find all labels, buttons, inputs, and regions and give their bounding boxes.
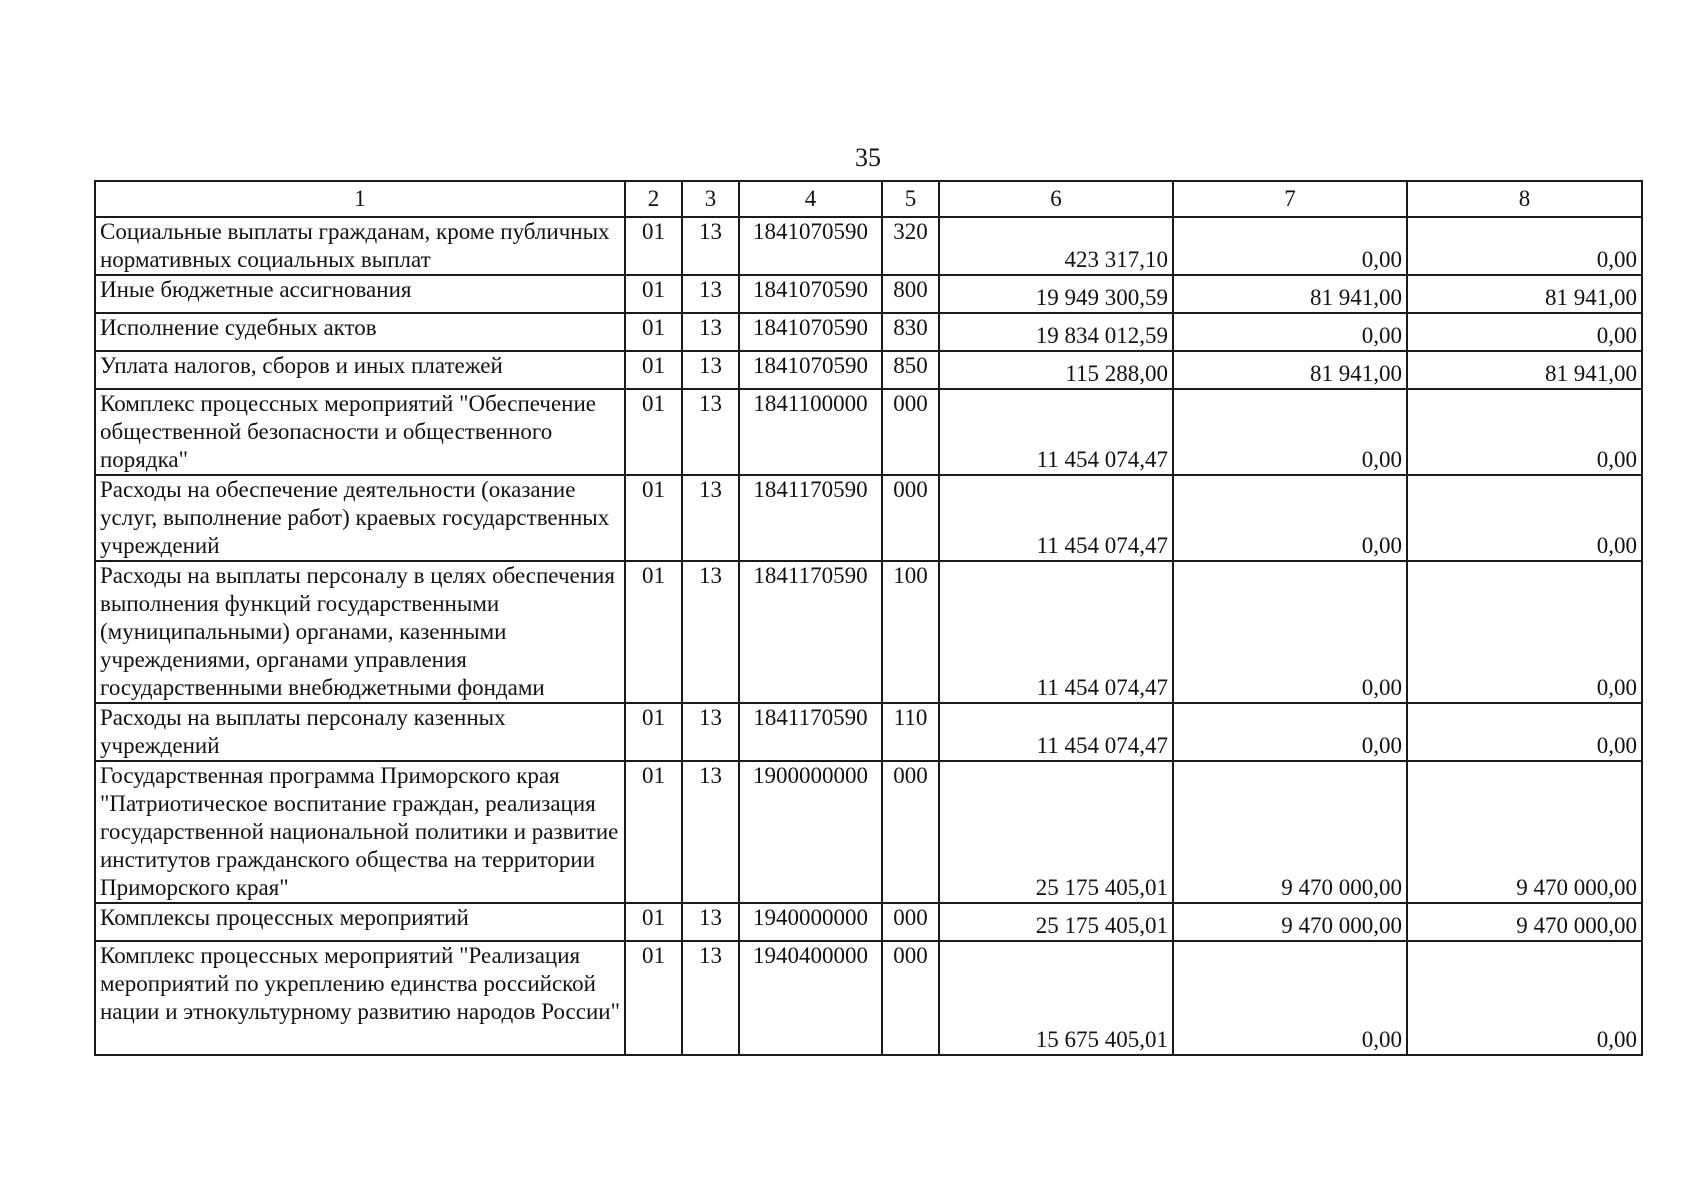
amount-col6: 11 454 074,47 [939,475,1173,561]
amount-col6: 19 834 012,59 [939,313,1173,351]
amount-col8: 0,00 [1407,475,1642,561]
amount-col8: 81 941,00 [1407,351,1642,389]
section-code: 01 [625,313,682,351]
table-row [95,941,1642,1055]
amount-col6: 25 175 405,01 [939,761,1173,903]
expense-type-code: 000 [882,389,939,475]
amount-col8: 9 470 000,00 [1407,903,1642,941]
column-header: 4 [739,181,882,217]
amount-col6: 115 288,00 [939,351,1173,389]
table-row [95,389,1642,475]
column-header: 6 [939,181,1173,217]
table-row [95,275,1642,313]
expense-type-code: 850 [882,351,939,389]
target-article-code: 1841070590 [739,217,882,275]
amount-col8: 81 941,00 [1407,275,1642,313]
amount-col8: 0,00 [1407,941,1642,1055]
table-row [95,217,1642,275]
expense-type-code: 100 [882,561,939,703]
amount-col7: 81 941,00 [1173,275,1407,313]
target-article-code: 1841170590 [739,475,882,561]
amount-col6: 423 317,10 [939,217,1173,275]
subsection-code: 13 [682,561,739,703]
table-row [95,703,1642,761]
column-header: 2 [625,181,682,217]
amount-col7: 0,00 [1173,389,1407,475]
expense-name: Государственная программа Приморского края "Патриотическое воспитание граждан, реализация государственной национальной политики и развитие институтов гражданского общества на территории Приморского края" [95,761,625,903]
section-code: 01 [625,703,682,761]
target-article-code: 1841070590 [739,275,882,313]
expense-name: Расходы на выплаты персоналу казенных учреждений [95,703,625,761]
table-row [95,561,1642,703]
expense-type-code: 800 [882,275,939,313]
amount-col8: 0,00 [1407,313,1642,351]
expense-name: Уплата налогов, сборов и иных платежей [95,351,625,389]
expense-name: Исполнение судебных актов [95,313,625,351]
expense-type-code: 830 [882,313,939,351]
amount-col7: 0,00 [1173,703,1407,761]
section-code: 01 [625,275,682,313]
target-article-code: 1940400000 [739,941,882,1055]
subsection-code: 13 [682,351,739,389]
table-row [95,351,1642,389]
amount-col7: 0,00 [1173,941,1407,1055]
subsection-code: 13 [682,275,739,313]
table-row [95,761,1642,903]
section-code: 01 [625,761,682,903]
target-article-code: 1841100000 [739,389,882,475]
subsection-code: 13 [682,389,739,475]
column-header: 5 [882,181,939,217]
header-row [95,181,1642,217]
expense-type-code: 000 [882,903,939,941]
amount-col8: 9 470 000,00 [1407,761,1642,903]
expense-name: Комплекс процессных мероприятий "Обеспечение общественной безопасности и общественного порядка" [95,389,625,475]
subsection-code: 13 [682,217,739,275]
expense-type-code: 110 [882,703,939,761]
target-article-code: 1841070590 [739,313,882,351]
expense-name: Расходы на обеспечение деятельности (оказание услуг, выполнение работ) краевых государственных учреждений [95,475,625,561]
expense-name: Комплексы процессных мероприятий [95,903,625,941]
subsection-code: 13 [682,941,739,1055]
section-code: 01 [625,475,682,561]
expense-name: Социальные выплаты гражданам, кроме публичных нормативных социальных выплат [95,217,625,275]
amount-col6: 25 175 405,01 [939,903,1173,941]
target-article-code: 1841170590 [739,561,882,703]
amount-col6: 11 454 074,47 [939,561,1173,703]
section-code: 01 [625,217,682,275]
target-article-code: 1841070590 [739,351,882,389]
amount-col7: 9 470 000,00 [1173,903,1407,941]
subsection-code: 13 [682,703,739,761]
subsection-code: 13 [682,313,739,351]
table-row [95,313,1642,351]
target-article-code: 1841170590 [739,703,882,761]
target-article-code: 1940000000 [739,903,882,941]
page-number: 35 [855,143,881,172]
expense-name: Иные бюджетные ассигнования [95,275,625,313]
amount-col7: 0,00 [1173,313,1407,351]
column-header: 3 [682,181,739,217]
section-code: 01 [625,561,682,703]
section-code: 01 [625,941,682,1055]
amount-col8: 0,00 [1407,217,1642,275]
amount-col6: 19 949 300,59 [939,275,1173,313]
subsection-code: 13 [682,761,739,903]
expense-type-code: 320 [882,217,939,275]
section-code: 01 [625,903,682,941]
table-row [95,903,1642,941]
column-header: 7 [1173,181,1407,217]
amount-col7: 9 470 000,00 [1173,761,1407,903]
amount-col6: 15 675 405,01 [939,941,1173,1055]
subsection-code: 13 [682,475,739,561]
expense-name: Комплекс процессных мероприятий "Реализация мероприятий по укреплению единства российской нации и этнокультурному развитию народов России" [95,941,625,1055]
amount-col7: 81 941,00 [1173,351,1407,389]
budget-table [94,180,1643,1056]
amount-col6: 11 454 074,47 [939,389,1173,475]
amount-col7: 0,00 [1173,561,1407,703]
column-header: 8 [1407,181,1642,217]
expense-type-code: 000 [882,475,939,561]
amount-col8: 0,00 [1407,703,1642,761]
section-code: 01 [625,389,682,475]
target-article-code: 1900000000 [739,761,882,903]
amount-col8: 0,00 [1407,561,1642,703]
section-code: 01 [625,351,682,389]
table-row [95,475,1642,561]
amount-col7: 0,00 [1173,217,1407,275]
expense-type-code: 000 [882,941,939,1055]
amount-col8: 0,00 [1407,389,1642,475]
subsection-code: 13 [682,903,739,941]
amount-col7: 0,00 [1173,475,1407,561]
expense-name: Расходы на выплаты персоналу в целях обеспечения выполнения функций государственными (муниципальными) органами, казенными учреждениями, органами управления государственными внебюджетными фондами [95,561,625,703]
column-header: 1 [95,181,625,217]
amount-col6: 11 454 074,47 [939,703,1173,761]
expense-type-code: 000 [882,761,939,903]
